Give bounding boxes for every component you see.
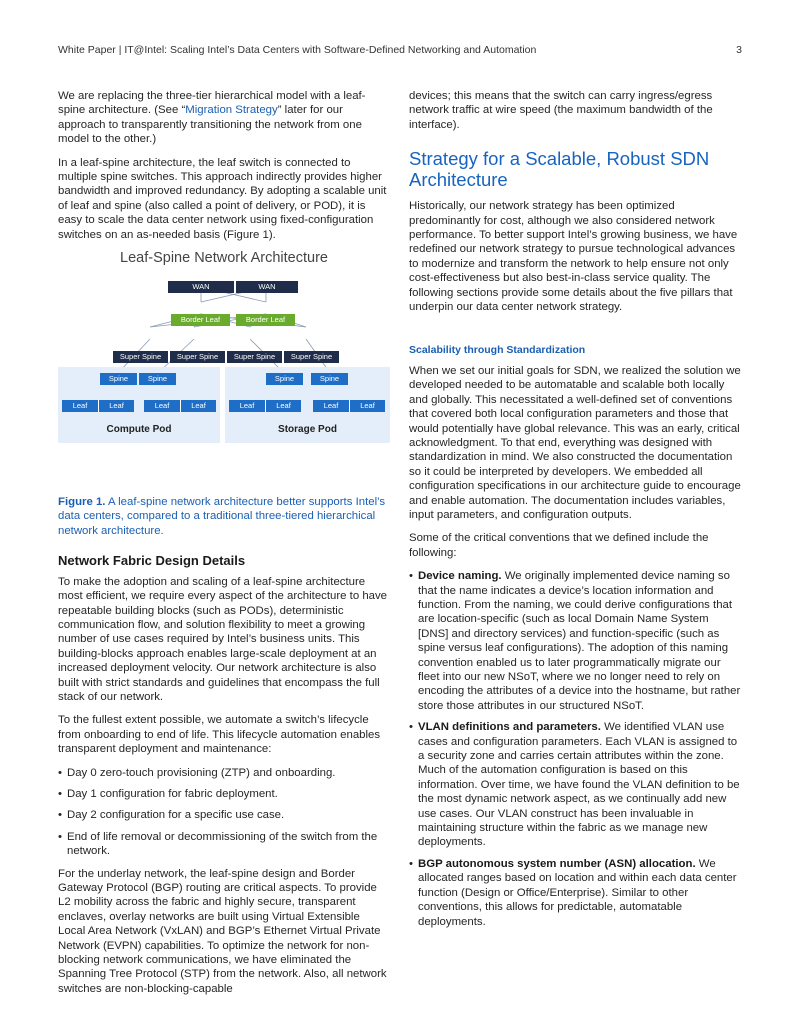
list-item: • Day 0 zero-touch provisioning (ZTP) and onboarding. xyxy=(58,766,390,780)
super-spine-node: Super Spine xyxy=(113,351,168,363)
list-item: • Day 1 configuration for fabric deployment. xyxy=(58,787,390,801)
wan-node: WAN xyxy=(234,281,298,293)
figure-label: Figure 1. xyxy=(58,496,106,509)
compute-pod-label: Compute Pod xyxy=(106,424,172,436)
lifecycle-paragraph: To the fullest extent possible, we automate a switch’s lifecycle from onboarding to end of life. This lifecycle automation enables transparent deployment and maintenance: xyxy=(58,714,381,756)
list-item: • Day 2 configuration for a specific use case. xyxy=(58,808,390,822)
page-header xyxy=(58,44,742,60)
list-item xyxy=(409,569,742,713)
list-item-text: We originally implemented device naming so that the name indicates a device’s location information and function. From the naming, we could derive configurations that are location-specific (such as local Domain Name System [DNS] and directory services) and function-specific (such as spine versus leaf configurations). The adoption of this naming convention enabled us to later programmatically migrate our fleet into our new NSoT, where we no longer need to rely on encoding the attributes of a device into the hostname, but rather store those attributes in our structured NSoT. xyxy=(418,570,741,712)
compute-leaf-node: Leaf xyxy=(180,400,216,412)
super-spine-node: Super Spine xyxy=(227,351,282,363)
storage-spine-node: Spine xyxy=(311,373,348,385)
border-leaf-node: Border Leaf xyxy=(236,314,295,326)
strategy-heading: Strategy for a Scalable, Robust SDN Architecture xyxy=(409,148,710,191)
fabric-paragraph: To make the adoption and scaling of a leaf-spine architecture most efficient, we require every aspect of the architecture to have repeatable building blocks (such as PODs), deterministic communication flow, and solution flexibility to meet a growing number of use cases required by Intel’s business units. This building-blocks approach enables large-scale deployment at an increased deployment velocity. Our network architecture is also built with strict standards and guidelines that encompass the full stack of our network. xyxy=(58,575,388,703)
storage-leaf-node: Leaf xyxy=(349,400,385,412)
list-item-text: We identified VLAN use cases and configuration parameters. Each VLAN is assigned to a security zone and carries certain attributes within the zone. Much of the automation configuration is based on this information. Over time, we have found the VLAN definition to be the most dynamic network aspect, as we continually add new use cases. Our VLAN construct has been invaluable in maintaining structure within the fabric as we manage new deployments. xyxy=(418,721,740,849)
list-item: • End of life removal or decommissioning of the switch from the network. xyxy=(58,830,390,859)
storage-leaf-node: Leaf xyxy=(265,400,301,412)
list-item-text: We allocated ranges based on location and within each data center function (Design or Office/Enterprise). Similar to other conventions, this allows for predictable, automatable deployments. xyxy=(418,857,737,928)
figure-caption xyxy=(58,495,390,538)
page-number: 3 xyxy=(736,44,742,56)
intro-text-a: We are replacing the three-tier hierarchical model with a leaf-spine architecture. (See “ xyxy=(58,90,366,117)
right-column xyxy=(409,89,742,937)
compute-leaf-node: Leaf xyxy=(62,400,98,412)
intro-text-b: ” later for our approach to transparently transitioning the network from one model to the other.) xyxy=(58,104,362,146)
running-title: White Paper | IT@Intel: Scaling Intel’s Data Centers with Software-Defined Networking and Automation xyxy=(58,44,537,56)
migration-strategy-link[interactable]: Migration Strategy xyxy=(185,104,278,117)
border-leaf-node: Border Leaf xyxy=(171,314,230,326)
super-spine-node: Super Spine xyxy=(284,351,339,363)
left-column xyxy=(58,89,390,1005)
figure-caption-text: A leaf-spine network architecture better supports Intel’s data centers, compared to a traditional three-tiered hierarchical network architecture. xyxy=(58,496,386,537)
lifecycle-list xyxy=(58,766,390,859)
compute-spine-node: Spine xyxy=(139,373,176,385)
conventions-list xyxy=(409,569,742,929)
super-spine-node: Super Spine xyxy=(170,351,225,363)
list-item-lead: VLAN definitions and parameters. xyxy=(418,721,601,734)
leaf-spine-paragraph: In a leaf-spine architecture, the leaf switch is connected to multiple spine switches. This approach indirectly provides higher bandwidth and improved redundancy. By adopting a scalable unit of leaf and spine (also called a point of delivery, or POD), it is easy to scale the data center network using fixed-configuration switches on an as-needed basis (Figure 1). xyxy=(58,156,387,241)
storage-leaf-node: Leaf xyxy=(313,400,349,412)
list-item xyxy=(409,857,742,929)
section-heading: Network Fabric Design Details xyxy=(58,553,246,569)
storage-pod-label: Storage Pod xyxy=(278,424,337,436)
figure-title: Leaf-Spine Network Architecture xyxy=(120,250,328,267)
intro-paragraph xyxy=(58,89,390,147)
underlay-paragraph: For the underlay network, the leaf-spine design and Border Gateway Protocol (BGP) routing are critical aspects. To provide L2 mobility across the fabric and highly secure, transparent enclaves, overlay networks are built using Virtual Extensible Local Area Network (VxLAN) and BGP’s Ethernet Virtual Private Network (EVPN) capabilities. To optimize the network for non-blocking network communications, we have eliminated the Spanning Tree Protocol (STP) from the network. Also, all network switches are non-blocking-capable xyxy=(58,867,387,995)
compute-leaf-node: Leaf xyxy=(144,400,180,412)
strategy-paragraph: Historically, our network strategy has been optimized predominantly for cost, although we also considered network performance. To better support Intel’s growing business, we have redefined our network strategy to pursue technological advances to modernize and transform the network to help ensure not only cost-effectiveness but also best-in-class service quality. The following sections provide some details about the five pillars that underpin our data center network strategy. xyxy=(409,200,738,314)
continuation-paragraph: devices; this means that the switch can carry ingress/egress network traffic at wire speed (the maximum bandwidth of the interface). xyxy=(409,90,713,131)
storage-leaf-node: Leaf xyxy=(229,400,265,412)
leaf-spine-figure xyxy=(58,251,390,483)
list-item-lead: BGP autonomous system number (ASN) allocation. xyxy=(418,857,696,870)
list-item-lead: Device naming. xyxy=(418,570,502,583)
conventions-intro: Some of the critical conventions that we defined include the following: xyxy=(409,532,709,559)
compute-leaf-node: Leaf xyxy=(98,400,134,412)
wan-node: WAN xyxy=(168,281,234,293)
compute-spine-node: Spine xyxy=(100,373,137,385)
storage-spine-node: Spine xyxy=(266,373,303,385)
list-item xyxy=(409,720,742,850)
scalability-paragraph: When we set our initial goals for SDN, we realized the solution we developed needed to be automatable and scalable both locally and globally. This necessitated a well-defined set of conventions that covered both local configuration parameters and those that would potentially have global relevance. This was an early, critical acknowledgment. To that end, everything was designed with standardization in mind. We also constructed the documentation so it could be interpreted by developers. We embedded all configuration specifications in our architecture guide to encourage and enable automation. The documentation includes variables, input parameters, and configuration outputs. xyxy=(409,364,741,521)
scalability-subheading: Scalability through Standardization xyxy=(409,344,586,357)
